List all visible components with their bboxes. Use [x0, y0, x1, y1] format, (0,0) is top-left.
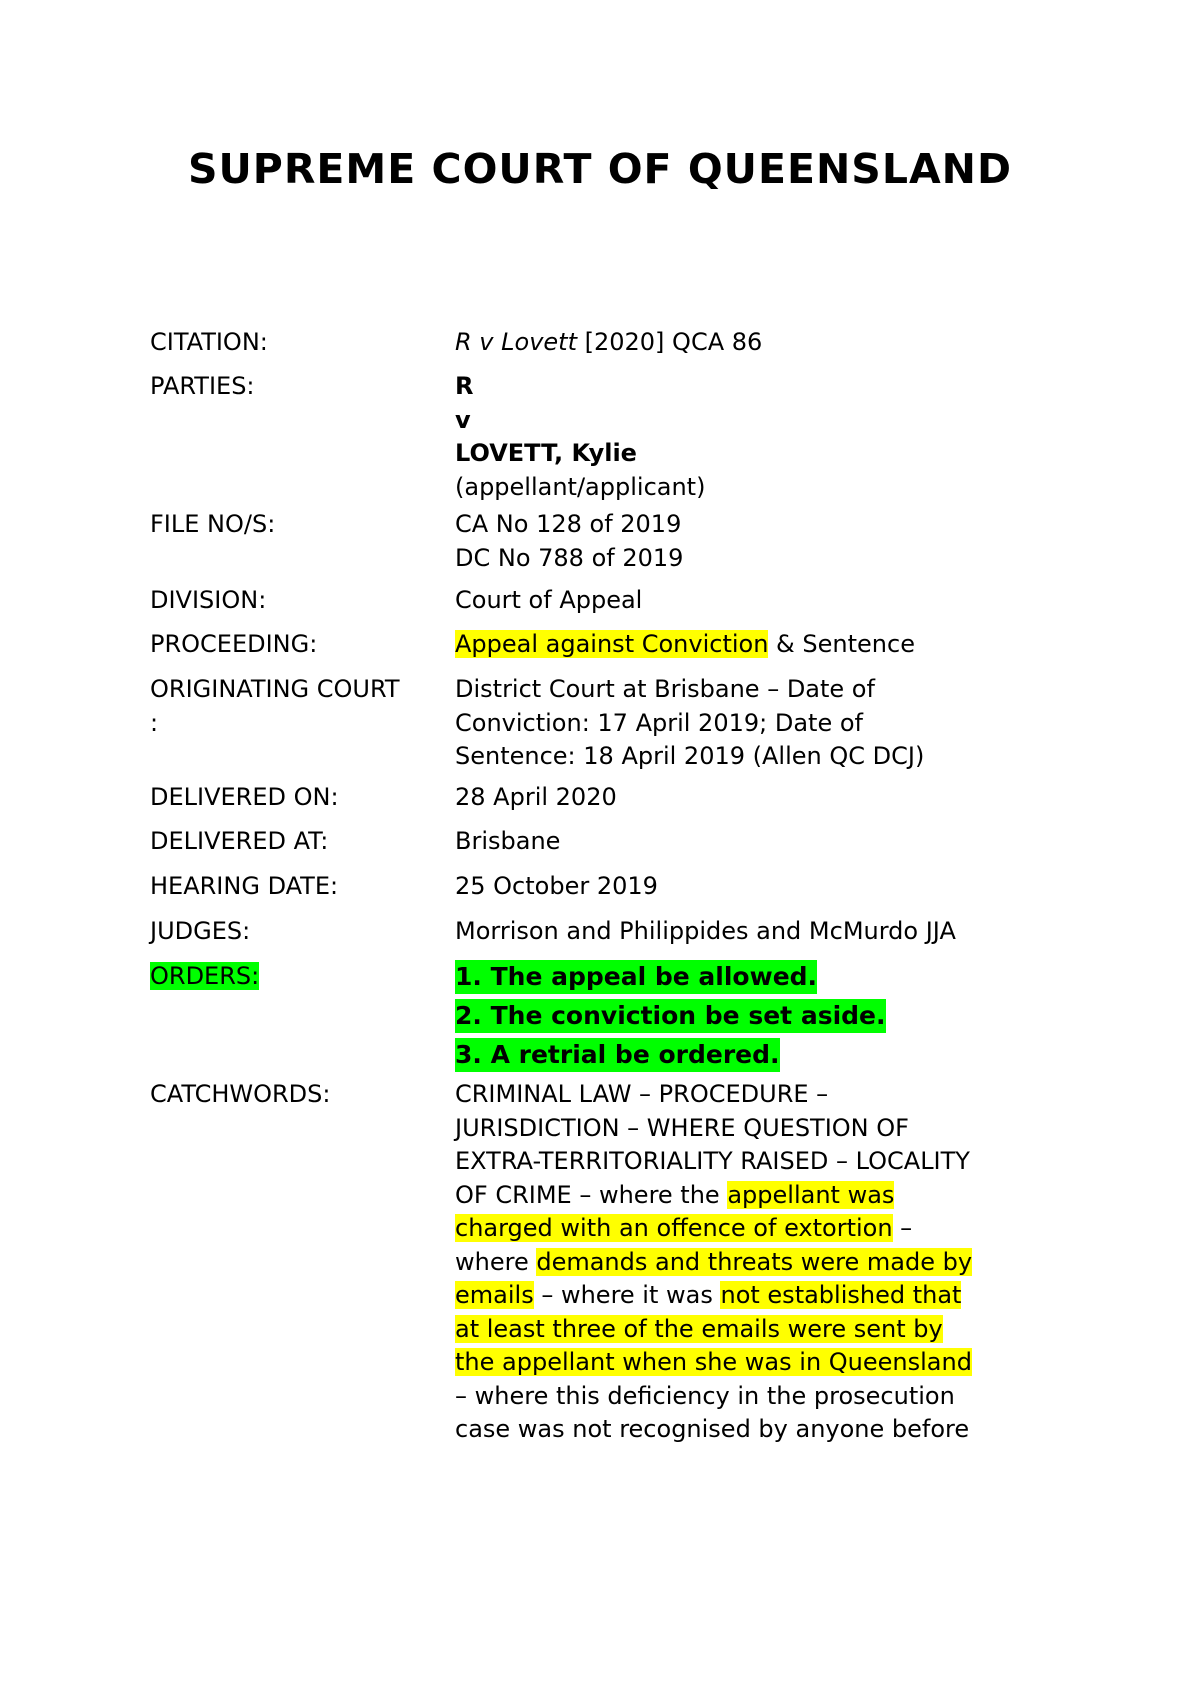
- order-item-2: 2. The conviction be set aside.: [455, 999, 886, 1033]
- catchwords-highlight-3: demands and threats were made by: [536, 1247, 973, 1276]
- file-no-ca: CA No 128 of 2019: [455, 510, 682, 538]
- parties-label: PARTIES:: [150, 372, 255, 400]
- originating-court-label-line2: :: [150, 708, 159, 737]
- catchwords-line2: JURISDICTION – WHERE QUESTION OF: [455, 1113, 909, 1142]
- file-nos-value: [455, 508, 1015, 575]
- proceeding-rest: & Sentence: [768, 630, 915, 658]
- file-no-dc: DC No 788 of 2019: [455, 543, 684, 572]
- originating-court-value: [455, 673, 1015, 774]
- order-item-3: 3. A retrial be ordered.: [455, 1038, 780, 1072]
- catchwords-line1: CRIMINAL LAW – PROCEDURE –: [455, 1080, 829, 1108]
- court-title: SUPREME COURT OF QUEENSLAND: [187, 145, 1013, 193]
- originating-court-line2: Conviction: 17 April 2019; Date of: [455, 708, 863, 737]
- party-versus: v: [455, 405, 471, 434]
- file-nos-label: FILE NO/S:: [150, 510, 276, 538]
- proceeding-highlight: Appeal against Conviction: [455, 630, 769, 658]
- catchwords-line11: case was not recognised by anyone before: [455, 1415, 970, 1443]
- division-value: Court of Appeal: [455, 586, 643, 614]
- delivered-at-label: DELIVERED AT:: [150, 827, 329, 855]
- party-name: LOVETT, Kylie: [455, 439, 637, 467]
- hearing-date-value: 25 October 2019: [455, 872, 658, 900]
- delivered-on-value: 28 April 2020: [455, 783, 617, 811]
- citation-label: CITATION:: [150, 328, 268, 356]
- orders-label: ORDERS:: [150, 962, 260, 990]
- parties-value: [455, 370, 1015, 504]
- catchwords-highlight-5: not established that: [720, 1281, 962, 1309]
- originating-court-line1: District Court at Brisbane – Date of: [455, 675, 875, 703]
- catchwords-line10: – where this deficiency in the prosecution: [455, 1381, 955, 1410]
- catchwords-line5: charged with an offence of extortion –: [455, 1214, 913, 1242]
- catchwords-highlight-4: emails: [455, 1281, 534, 1309]
- delivered-on-label: DELIVERED ON:: [150, 783, 339, 811]
- division-label: DIVISION:: [150, 586, 267, 614]
- catchwords-line3: EXTRA-TERRITORIALITY RAISED – LOCALITY: [455, 1147, 970, 1175]
- catchwords-highlight-2: charged with an offence of extortion: [455, 1214, 893, 1242]
- originating-court-label-line1: ORIGINATING COURT: [150, 675, 400, 703]
- order-item-1: 1. The appeal be allowed.: [455, 960, 817, 994]
- orders-label-wrap: [150, 960, 435, 994]
- catchwords-line9: [455, 1346, 1015, 1380]
- party-role: (appellant/applicant): [455, 472, 706, 501]
- catchwords-line4: OF CRIME – where the appellant was: [455, 1180, 895, 1209]
- orders-list: [455, 960, 1015, 1077]
- catchwords-highlight-1: appellant was: [727, 1180, 895, 1209]
- judges-value: Morrison and Philippides and McMurdo JJA: [455, 917, 956, 945]
- citation-value: [455, 326, 1015, 360]
- catchwords-line7: emails – where it was not established that: [455, 1281, 962, 1309]
- catchwords-highlight-6: at least three of the emails were sent by: [455, 1314, 943, 1343]
- hearing-date-label: HEARING DATE:: [150, 872, 339, 900]
- proceeding-value: [455, 628, 1015, 662]
- catchwords-label: CATCHWORDS:: [150, 1080, 331, 1108]
- delivered-at-value: Brisbane: [455, 827, 561, 855]
- proceeding-label: PROCEEDING:: [150, 630, 318, 658]
- judges-label: JUDGES:: [150, 917, 251, 945]
- catchwords-line8: [455, 1313, 1015, 1347]
- originating-court-line3: Sentence: 18 April 2019 (Allen QC DCJ): [455, 742, 925, 770]
- citation-ref: [2020] QCA 86: [576, 328, 763, 356]
- catchwords-highlight-7: the appellant when she was in Queensland: [455, 1348, 972, 1376]
- party-crown: R: [455, 372, 474, 400]
- catchwords-line6: where demands and threats were made by: [455, 1247, 973, 1276]
- originating-court-label: [150, 673, 435, 740]
- case-name: R v Lovett: [455, 328, 577, 356]
- catchwords-value: [455, 1078, 1015, 1447]
